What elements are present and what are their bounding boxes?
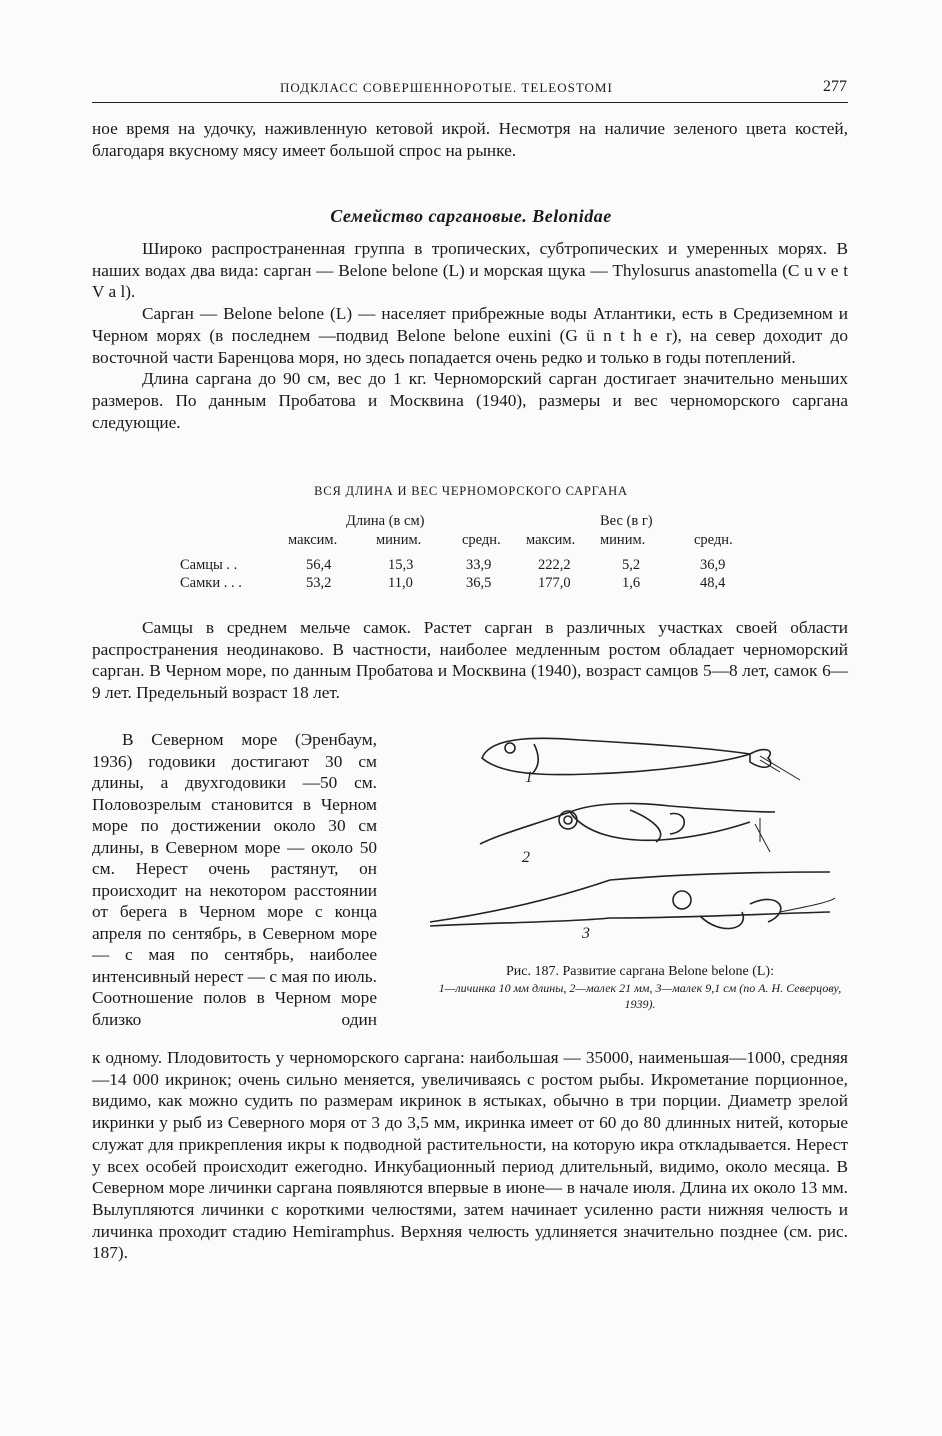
table-column-header: миним. (376, 532, 422, 548)
paragraph-group (92, 617, 848, 704)
older-fry-tail-stroke (780, 898, 835, 912)
paragraph-text: Длина саргана до 90 см, вес до 1 кг. Черноморский сарган достигает значительно меньших размеров. По данным Пробатова и Москвина (1940), размеры и вес черноморского саргана следующие. (92, 369, 848, 432)
paragraph-text: В Северном море (Эренбаум, 1936) годовики достигают 30 см длины, а двухгодовики —50 см. Половозрелым становится в Черном море по достижении около 30 см длины, в Северном море — около 50 см. Нерест очень растянут, он происходит на некотором расстоянии от берега в Черном море с конца апреля по сентябрь, в Северном море — с мая по сентябрь, наиболее интенсивный нерест — с мая по июль. Соотношение полов в Черном море близко один (92, 730, 377, 1029)
table-cell: 15,3 (388, 557, 414, 573)
figure-label-2: 2 (522, 849, 530, 866)
caption-title: Рис. 187. Развитие саргана Belone belone (L): (506, 964, 774, 979)
fry-fin (630, 810, 684, 842)
table-group-length: Длина (в см) (346, 513, 425, 529)
fish-development-figure (420, 722, 850, 952)
wrapped-paragraph (92, 729, 377, 1030)
figure-caption (430, 964, 850, 1012)
running-head: ПОДКЛАСС СОВЕРШЕННОРОТЫЕ. TELEOSTOMI (280, 80, 613, 95)
table-column-header: максим. (288, 532, 338, 548)
larva-fin-ray (760, 756, 800, 780)
paragraph-text: Самцы в среднем мельче самок. Растет сарган в различных участках своей области распространения неодинаково. В частности, наиболее медленным ростом обладает черноморский сарган. В Черном море, по данным Пробатова и Москвина (1940), возраст самцов 5—8 лет, самок 6—9 лет. Предельный возраст 18 лет. (92, 618, 848, 703)
table-cell: 53,2 (306, 575, 332, 591)
larva-eye (505, 743, 515, 753)
figure-label-1: 1 (525, 769, 533, 786)
older-fry-eye (673, 891, 691, 909)
table-row-label: Самки . . . (180, 575, 242, 591)
table-column-header: средн. (462, 532, 501, 548)
table-cell: 222,2 (538, 557, 571, 573)
fry-pupil (564, 816, 572, 824)
page-number: 277 (823, 78, 847, 95)
table-cell: 36,9 (700, 557, 726, 573)
table-cell: 11,0 (388, 575, 413, 591)
larva-body (482, 738, 750, 774)
table-cell: 56,4 (306, 557, 332, 573)
table-cell: 36,5 (466, 575, 492, 591)
family-heading: Семейство сарганoвые. Belonidae (330, 206, 612, 226)
table-column-header: миним. (600, 532, 646, 548)
paragraph-text: Сарган — Belone belone (L) — населяет прибрежные воды Атлантики, есть в Средиземном и Черном морях (в последнем —подвид Belone belone euxini (G ü n t h e r), на север доходит до восточной части Баренцова моря, но здесь попадается очень редко и только в годы потеплений. (92, 304, 848, 367)
caption-text: 1—личинка 10 мм длины, 2—малек 21 мм, 3—малек 9,1 см (по А. Н. Северцову, 1939). (438, 981, 842, 1011)
paragraph-text: к одному. Плодовитость у черноморского саргана: наибольшая — 35000, наименьшая—1000, средняя—14 000 икринок; очень сильно меняется, увеличиваясь с ростом рыбы. Икрометание порционное, видимо, как можно судить по размерам икринок в яcтыках, обычно в три порции. Диаметр зрелой икринки у рыб из Северного моря от 3 до 3,5 мм, икринка имеет от 60 до 80 длинных нитей, которые служат для прикрепления икры к подводной растительности, на которую икра откладывается. Нерест у всех особей происходит ежегодно. Инкубационный период длительный, видимо, около месяца. В Северном море личинки саргана появляются впервые в июне— в начале июля. Длина их около 13 мм. Вылупляются личинки с короткими челюстями, затем начинает усиленно расти нижняя челюсть и личинка проходит стадию Hemiramphus. Верхняя челюсть удлиняется значительно позднее (см. рис. 187). (92, 1048, 848, 1263)
table-cell: 5,2 (622, 557, 641, 573)
paragraph-group (92, 238, 848, 433)
paragraph-continued (92, 1047, 848, 1264)
fry-tail-stroke (755, 818, 770, 852)
paragraph-text: ное время на удочку, наживленную кетовой икрой. Несмотря на наличие зеленого цвета костей, благодаря вкусному мясу имеет большой спрос на рынке. (92, 119, 848, 160)
figure-label-3: 3 (582, 925, 590, 942)
fry-body (480, 804, 775, 844)
table-cell: 1,6 (622, 575, 641, 591)
table-column-header: средн. (694, 532, 733, 548)
older-fry-snout (430, 880, 610, 926)
paragraph-continued (92, 118, 848, 161)
table-cell: 48,4 (700, 575, 726, 591)
table-title: ВСЯ ДЛИНА И ВЕС ЧЕРНОМОРСКОГО САРГАНА (314, 484, 628, 498)
table-group-weight: Вес (в г) (600, 513, 653, 529)
table-cell: 33,9 (466, 557, 492, 573)
older-fry-body (610, 872, 830, 918)
table-column-header: максим. (526, 532, 576, 548)
fry-eye (559, 811, 577, 829)
paragraph-text: Широко распространенная группа в тропических, субтропических и умеренных морях. В наших водах два вида: сарган — Belone belone (L) и морская щука — Thylosurus anastomella (C u v e t V a l). (92, 239, 848, 302)
header-rule (92, 102, 848, 103)
table-cell: 177,0 (538, 575, 571, 591)
table-row-label: Самцы . . (180, 557, 238, 573)
